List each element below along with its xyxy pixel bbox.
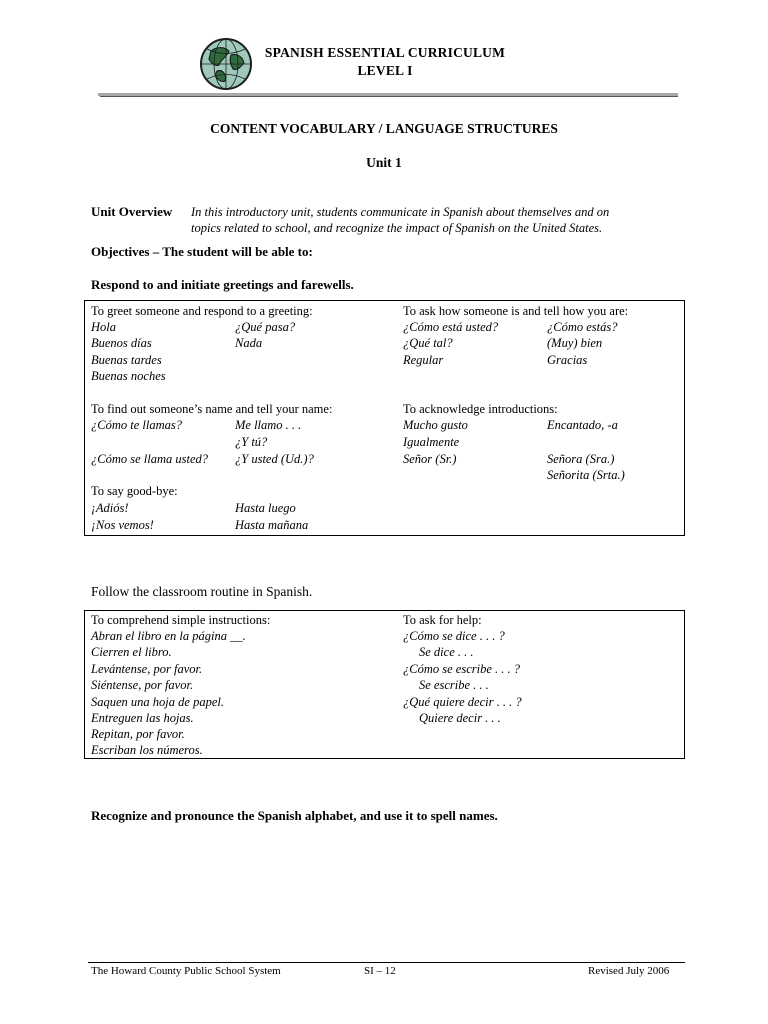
unit-title: Unit 1 [366, 155, 402, 170]
name-response: ¿Y tú? [235, 435, 268, 449]
bye-response: Hasta luego [235, 501, 296, 515]
ack-item: Mucho gusto [403, 418, 468, 432]
greet-item: Buenos días [91, 336, 152, 350]
greet-item: Buenas noches [91, 369, 166, 383]
instruction-item: Abran el libro en la página __. [91, 629, 246, 643]
ack-heading: To acknowledge introductions: [403, 402, 558, 416]
how-response: Gracias [547, 353, 588, 367]
ack-response: Señorita (Srta.) [547, 468, 625, 482]
instruction-item: Saquen una hoja de papel. [91, 695, 224, 709]
objective-classroom: Follow the classroom routine in Spanish. [91, 584, 313, 599]
footer-page: SI – 12 [364, 965, 396, 977]
instruction-item: Repitan, por favor. [91, 727, 185, 741]
overview-label: Unit Overview [91, 204, 173, 219]
page-title: CONTENT VOCABULARY / LANGUAGE STRUCTURES [210, 121, 558, 136]
header-title: SPANISH ESSENTIAL CURRICULUM [264, 45, 506, 60]
classroom-box [84, 610, 685, 759]
bye-item: ¡Nos vemos! [91, 518, 154, 532]
objectives-heading: Objectives – The student will be able to: [91, 244, 313, 259]
help-heading: To ask for help: [403, 613, 482, 627]
instruction-item: Levántense, por favor. [91, 662, 203, 676]
objective-greetings: Respond to and initiate greetings and farewells. [91, 277, 354, 292]
help-item: ¿Qué quiere decir . . . ? [403, 695, 522, 709]
footer-revised: Revised July 2006 [588, 965, 670, 977]
overview-line-1: In this introductory unit, students communicate in Spanish about themselves and on [191, 205, 610, 219]
how-item: ¿Cómo está usted? [403, 320, 499, 334]
header-level: LEVEL I [357, 63, 413, 78]
help-item: Se escribe . . . [419, 678, 489, 692]
greet-item: Buenas tardes [91, 353, 162, 367]
how-response: (Muy) bien [547, 336, 603, 350]
greetings-box [84, 300, 685, 536]
how-heading: To ask how someone is and tell how you are: [403, 304, 629, 318]
greet-item: Hola [91, 320, 116, 334]
help-item: Se dice . . . [419, 645, 474, 659]
name-response: ¿Y usted (Ud.)? [235, 452, 314, 466]
ack-item: Señor (Sr.) [403, 452, 457, 466]
name-item: ¿Cómo te llamas? [91, 418, 182, 432]
greet-response: ¿Qué pasa? [235, 320, 296, 334]
how-item: ¿Qué tal? [403, 336, 453, 350]
help-item: Quiere decir . . . [419, 711, 501, 725]
ack-item: Igualmente [403, 435, 460, 449]
footer-rule [88, 962, 685, 963]
how-item: Regular [403, 353, 444, 367]
bye-response: Hasta mañana [235, 518, 309, 532]
bye-heading: To say good-bye: [91, 484, 178, 498]
ack-response: Señora (Sra.) [547, 452, 615, 466]
help-item: ¿Cómo se dice . . . ? [403, 629, 505, 643]
greet-response: Nada [235, 336, 263, 350]
ack-response: Encantado, -a [547, 418, 618, 432]
how-response: ¿Cómo estás? [547, 320, 618, 334]
instruction-item: Entreguen las hojas. [91, 711, 194, 725]
footer-left: The Howard County Public School System [91, 965, 281, 977]
instruction-item: Cierren el libro. [91, 645, 172, 659]
header-rule-shadow [100, 96, 678, 97]
bye-item: ¡Adiós! [91, 501, 129, 515]
instructions-heading: To comprehend simple instructions: [91, 613, 271, 627]
name-heading: To find out someone’s name and tell your name: [91, 402, 333, 416]
overview-line-2: topics related to school, and recognize the impact of Spanish on the United States. [191, 221, 603, 235]
name-item: ¿Cómo se llama usted? [91, 452, 209, 466]
instruction-item: Siéntense, por favor. [91, 678, 194, 692]
name-response: Me llamo . . . [235, 418, 302, 432]
help-item: ¿Cómo se escribe . . . ? [403, 662, 520, 676]
objective-alphabet: Recognize and pronounce the Spanish alphabet, and use it to spell names. [91, 808, 498, 823]
instruction-item: Escriban los números. [91, 743, 203, 757]
greet-heading: To greet someone and respond to a greeting: [91, 304, 313, 318]
